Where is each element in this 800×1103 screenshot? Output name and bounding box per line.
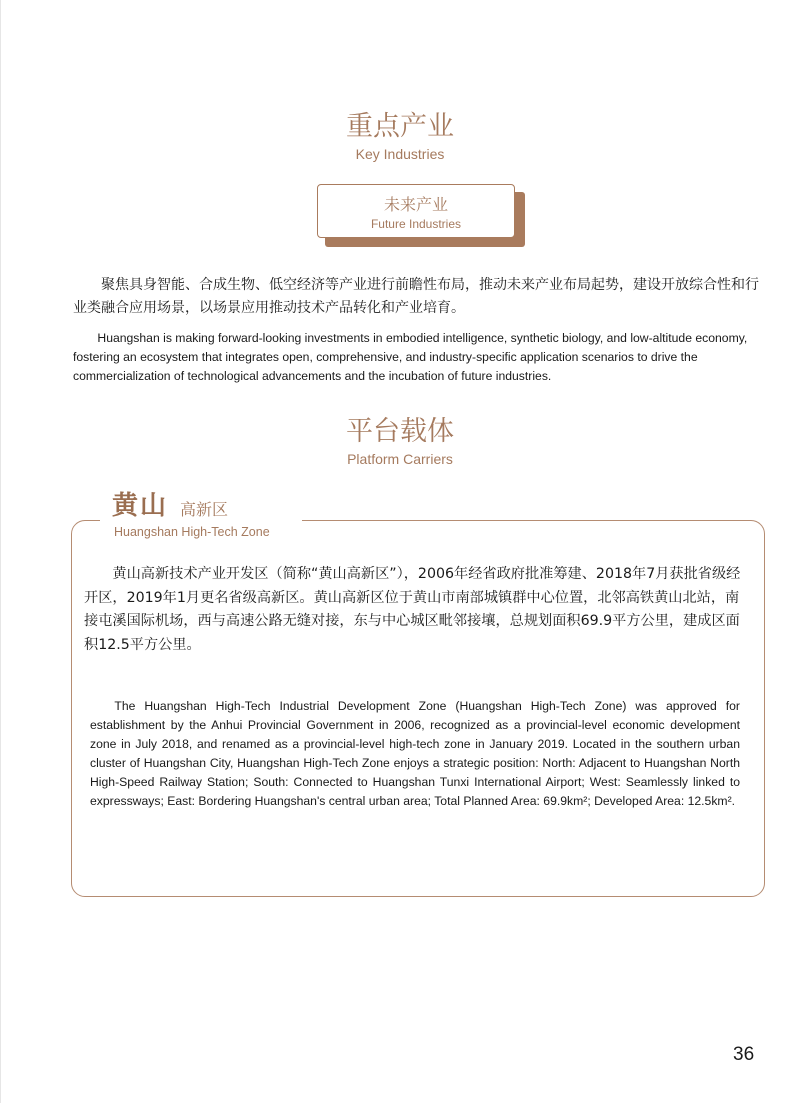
zone-paragraph-en: The Huangshan High-Tech Industrial Development Zone (Huangshan High-Tech Zone) was approved for establishment by the Anhui Provincial Government in 2006, recognized as a provincial-level economic development zone in July 2018, and renamed as a provincial-level high-tech zone in January 2019. Located in the southern urban cluster of Huangshan City, Huangshan High-Tech Zone enjoys a strategic position: North: Adjacent to Huangshan North High-Speed Railway Station; South: Connected to Huangshan Tunxi International Airport; West: Seamlessly linked to expressways; East: Bordering Huangshan's central urban area; Total Planned Area: 69.9km²; Developed Area: 12.5km². [90, 699, 740, 808]
key-industries-title-en: Key Industries [355, 146, 445, 162]
platform-carriers-title-zh: 平台载体 [346, 416, 454, 447]
future-industries-box [317, 184, 515, 238]
key-industries-title-zh: 重点产业 [346, 111, 454, 142]
zone-paragraph-zh: 黄山高新技术产业开发区（简称“黄山高新区”），2006年经省政府批准筹建、2018年7月获批省级经开区，2019年1月更名省级高新区。黄山高新区位于黄山市南部城镇群中心位置，北邻高铁黄山北站，南接屯溪国际机场，西与高速公路无缝对接，东与中心城区毗邻接壤，总规划面积69.9平方公里，建成区面积12.5平方公里。 [84, 566, 741, 653]
page-edge-line [0, 0, 1, 1103]
zone-title-calligraphy: 黄山 [112, 491, 169, 521]
zone-title-en: Huangshan High-Tech Zone [114, 525, 270, 539]
future-industries-title-en: Future Industries [370, 217, 462, 231]
future-industries-title-zh: 未来产业 [383, 195, 448, 214]
platform-carriers-title-en: Platform Carriers [347, 451, 453, 467]
future-paragraph-zh: 聚焦具身智能、合成生物、低空经济等产业进行前瞻性布局，推动未来产业布局起势，建设开放综合性和行业类融合应用场景，以场景应用推动技术产品转化和产业培育。 [73, 277, 759, 316]
zone-title-subtitle-zh: 高新区 [180, 500, 229, 519]
future-paragraph-en: Huangshan is making forward-looking investments in embodied intelligence, synthetic biology, and low-altitude economy, fostering an ecosystem that integrates open, comprehensive, and industry-specific application scenarios to drive the commercialization of technological advancements and the incubation of future industries. [73, 331, 748, 383]
page-number: 36 [733, 1044, 755, 1065]
